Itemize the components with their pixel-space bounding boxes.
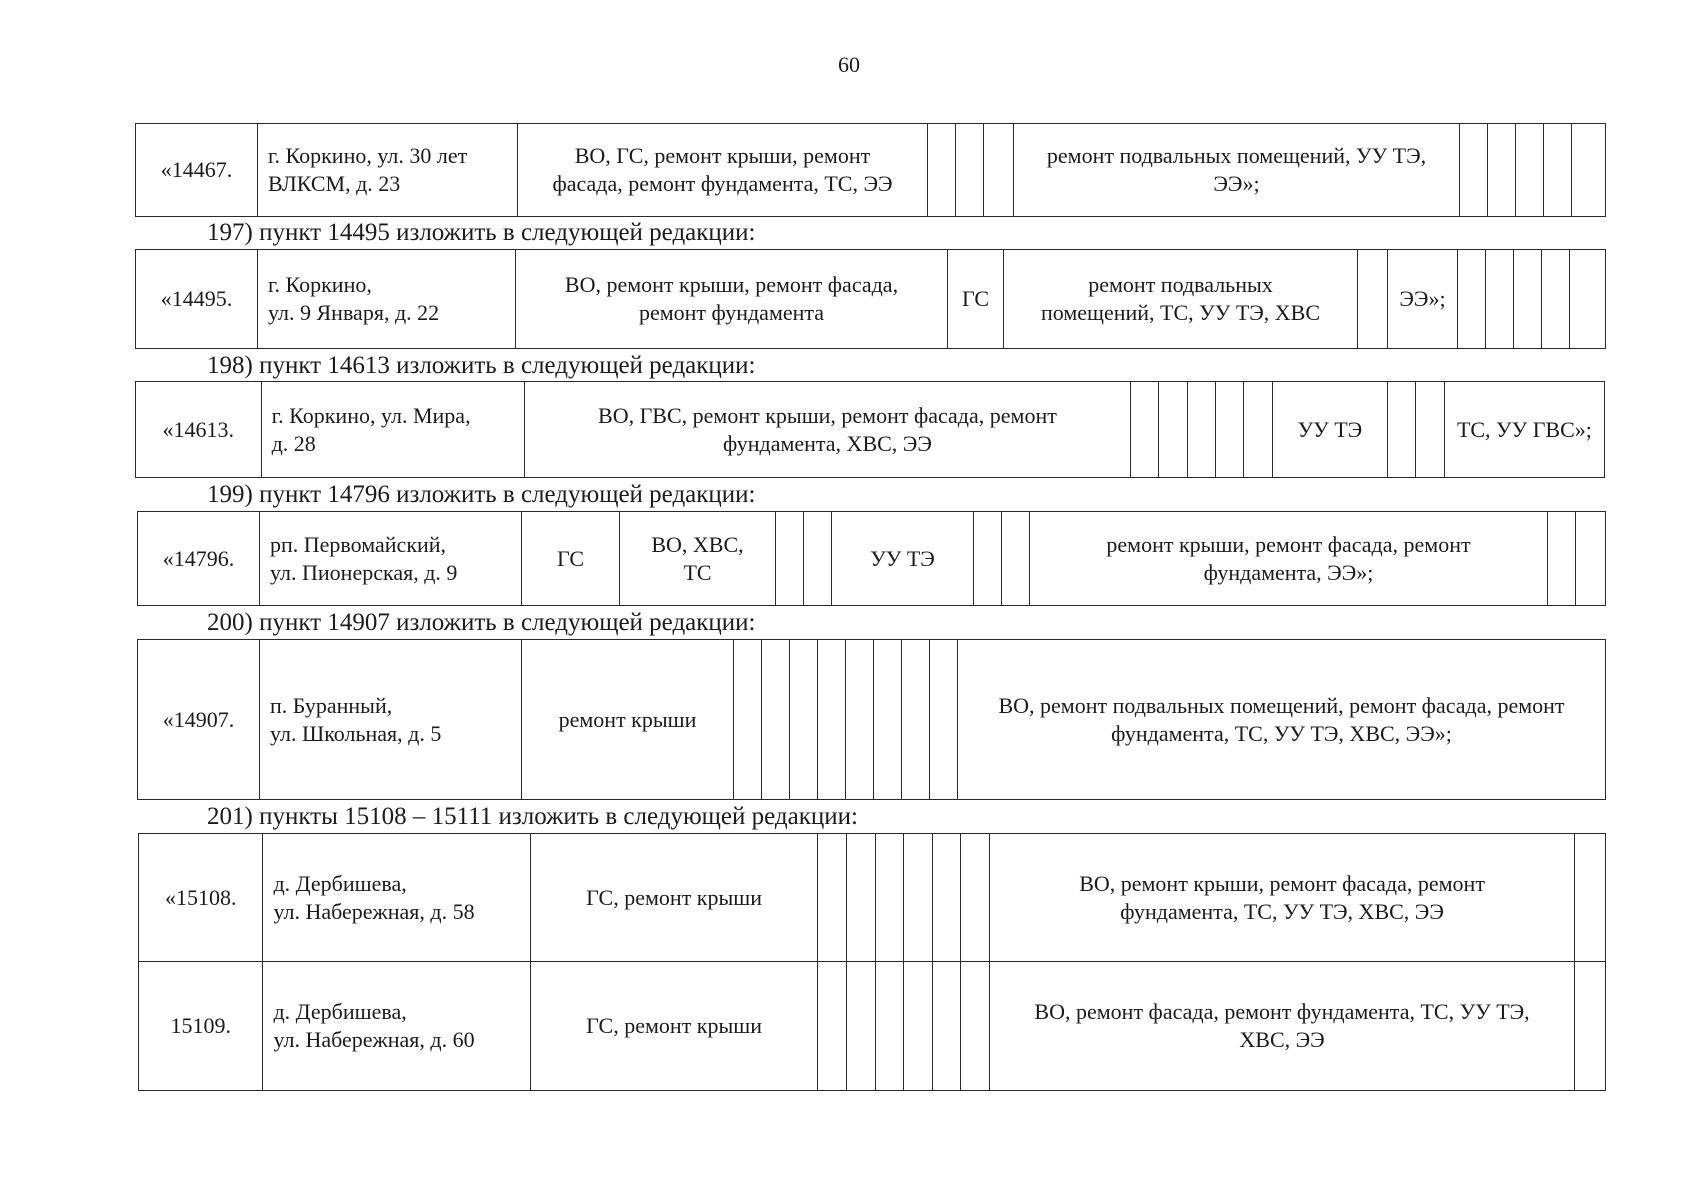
address-line: г. Коркино, ул. Мира, [271,402,471,428]
empty-cell [875,962,904,1091]
works-line: ВО, ремонт подвальных помещений, ремонт фасада, ремонт [998,692,1565,718]
empty-cell [1542,250,1570,349]
address-cell [263,834,530,962]
works-line: ремонт фундамента [638,300,825,325]
empty-cell [875,834,904,962]
address-line: ул. Набережная, д. 58 [273,898,475,924]
empty-cell [984,124,1014,217]
works-cell [516,250,948,349]
address-cell [258,124,518,217]
empty-cell [776,512,804,606]
amendment-instruction: 198) пункт 14613 изложить в следующей редакции: [207,352,756,379]
empty-cell [846,640,874,800]
works-line: ремонт крыши, ремонт фасада, ремонт [1106,531,1471,557]
item-number: «14467. [136,124,258,217]
empty-cell [846,962,875,1091]
empty-cell [762,640,790,800]
works-cell: ГС, ремонт крыши [530,834,818,962]
empty-cell [804,512,832,606]
address-cell [263,962,530,1091]
works-cell [1004,250,1358,349]
empty-cell [961,834,990,962]
item-number: «14907. [138,640,260,800]
empty-cell [1516,124,1544,217]
address-line: д. 28 [271,430,316,456]
empty-cell [790,640,818,800]
address-line: д. Дербишева, [273,870,407,896]
works-cell: ЭЭ»; [1388,250,1458,349]
empty-cell [1002,512,1030,606]
works-line: ЭЭ»; [1213,171,1260,196]
works-line: ВО, ремонт крыши, ремонт фасада, [564,272,899,297]
works-cell: ГС [948,250,1004,349]
address-line: п. Буранный, [270,692,393,718]
empty-cell [1215,382,1243,478]
works-cell [525,382,1131,478]
empty-cell [734,640,762,800]
works-line: ХВС, ЭЭ [1239,1027,1325,1052]
amendment-instruction: 201) пункты 15108 – 15111 изложить в следующей редакции: [207,803,858,830]
empty-cell [874,640,902,800]
address-line: рп. Первомайский, [270,531,447,557]
works-cell [518,124,928,217]
table-row-14467 [135,123,1606,217]
empty-cell [1388,382,1416,478]
address-line: ул. 9 Января, д. 22 [268,300,440,325]
empty-cell [818,834,847,962]
empty-cell [818,640,846,800]
works-cell [958,640,1606,800]
empty-cell [974,512,1002,606]
address-line: г. Коркино, [268,272,372,297]
empty-cell [1458,250,1486,349]
works-line: фасада, ремонт фундамента, ТС, ЭЭ [552,171,893,196]
empty-cell [904,834,933,962]
works-cell: ГС, ремонт крыши [530,962,818,1091]
empty-cell [1514,250,1542,349]
amendment-instruction: 199) пункт 14796 изложить в следующей редакции: [207,481,756,508]
amendment-instruction: 200) пункт 14907 изложить в следующей редакции: [207,609,756,636]
address-line: ул. Школьная, д. 5 [270,720,442,746]
works-line: помещений, ТС, УУ ТЭ, ХВС [1040,300,1321,325]
page-number: 60 [838,52,860,77]
empty-cell [956,124,984,217]
table-row-14613 [135,381,1605,478]
works-cell [989,834,1575,962]
table-rows-15108-15111 [138,833,1606,1091]
empty-cell [1244,382,1272,478]
empty-cell [1486,250,1514,349]
item-number: «14613. [136,382,262,478]
works-line: ВО, ремонт крыши, ремонт фасада, ремонт [1079,870,1485,896]
table-row-14796 [137,511,1606,606]
works-cell: ГС [522,512,620,606]
amendment-instruction: 197) пункт 14495 изложить в следующей редакции: [207,219,756,246]
address-line: ул. Пионерская, д. 9 [270,559,458,585]
empty-cell [1548,512,1576,606]
empty-cell [1576,512,1606,606]
works-cell: УУ ТЭ [832,512,974,606]
address-cell [260,512,522,606]
works-line: ремонт подвальных помещений, УУ ТЭ, [1046,143,1427,168]
table-row-14907 [137,639,1606,800]
address-line: г. Коркино, ул. 30 лет [268,143,468,168]
empty-cell [930,640,958,800]
empty-cell [1187,382,1215,478]
empty-cell [846,834,875,962]
works-line: ВО, ХВС, [651,531,744,557]
empty-cell [1544,124,1572,217]
empty-cell [1575,834,1606,962]
empty-cell [1460,124,1488,217]
works-line: ремонт подвальных [1088,272,1273,297]
works-line: фундамента, ТС, УУ ТЭ, ХВС, ЭЭ»; [1111,720,1452,746]
item-number: «14796. [138,512,260,606]
works-cell [620,512,776,606]
empty-cell [932,834,961,962]
empty-cell [932,962,961,1091]
item-number: 15109. [139,962,263,1091]
works-line: ВО, ГВС, ремонт крыши, ремонт фасада, ремонт [598,402,1057,428]
empty-cell [904,962,933,1091]
works-line: фундамента, ТС, УУ ТЭ, ХВС, ЭЭ [1120,898,1444,924]
works-cell [989,962,1575,1091]
empty-cell [818,962,847,1091]
empty-cell [902,640,930,800]
empty-cell [1570,250,1606,349]
item-number: «14495. [136,250,258,349]
works-cell [1030,512,1548,606]
address-line: д. Дербишева, [273,999,407,1024]
empty-cell [1575,962,1606,1091]
works-line: ТС [683,559,712,585]
address-line: ВЛКСМ, д. 23 [268,171,401,196]
table-row-14495 [135,249,1606,349]
empty-cell [1159,382,1187,478]
address-cell [258,250,516,349]
address-line: ул. Набережная, д. 60 [273,1027,475,1052]
address-cell [260,640,522,800]
works-cell [1014,124,1460,217]
works-line: ВО, ГС, ремонт крыши, ремонт [574,143,871,168]
works-cell: УУ ТЭ [1272,382,1387,478]
works-line: фундамента, ХВС, ЭЭ [723,430,932,456]
empty-cell [928,124,956,217]
empty-cell [961,962,990,1091]
works-line: ВО, ремонт фасада, ремонт фундамента, ТС, УУ ТЭ, [1034,999,1530,1024]
empty-cell [1416,382,1444,478]
empty-cell [1358,250,1388,349]
works-cell: ремонт крыши [522,640,734,800]
item-number: «15108. [139,834,263,962]
works-cell: ТС, УУ ГВС»; [1444,382,1604,478]
address-cell [261,382,524,478]
empty-cell [1130,382,1158,478]
works-line: фундамента, ЭЭ»; [1203,559,1374,585]
empty-cell [1488,124,1516,217]
empty-cell [1572,124,1606,217]
